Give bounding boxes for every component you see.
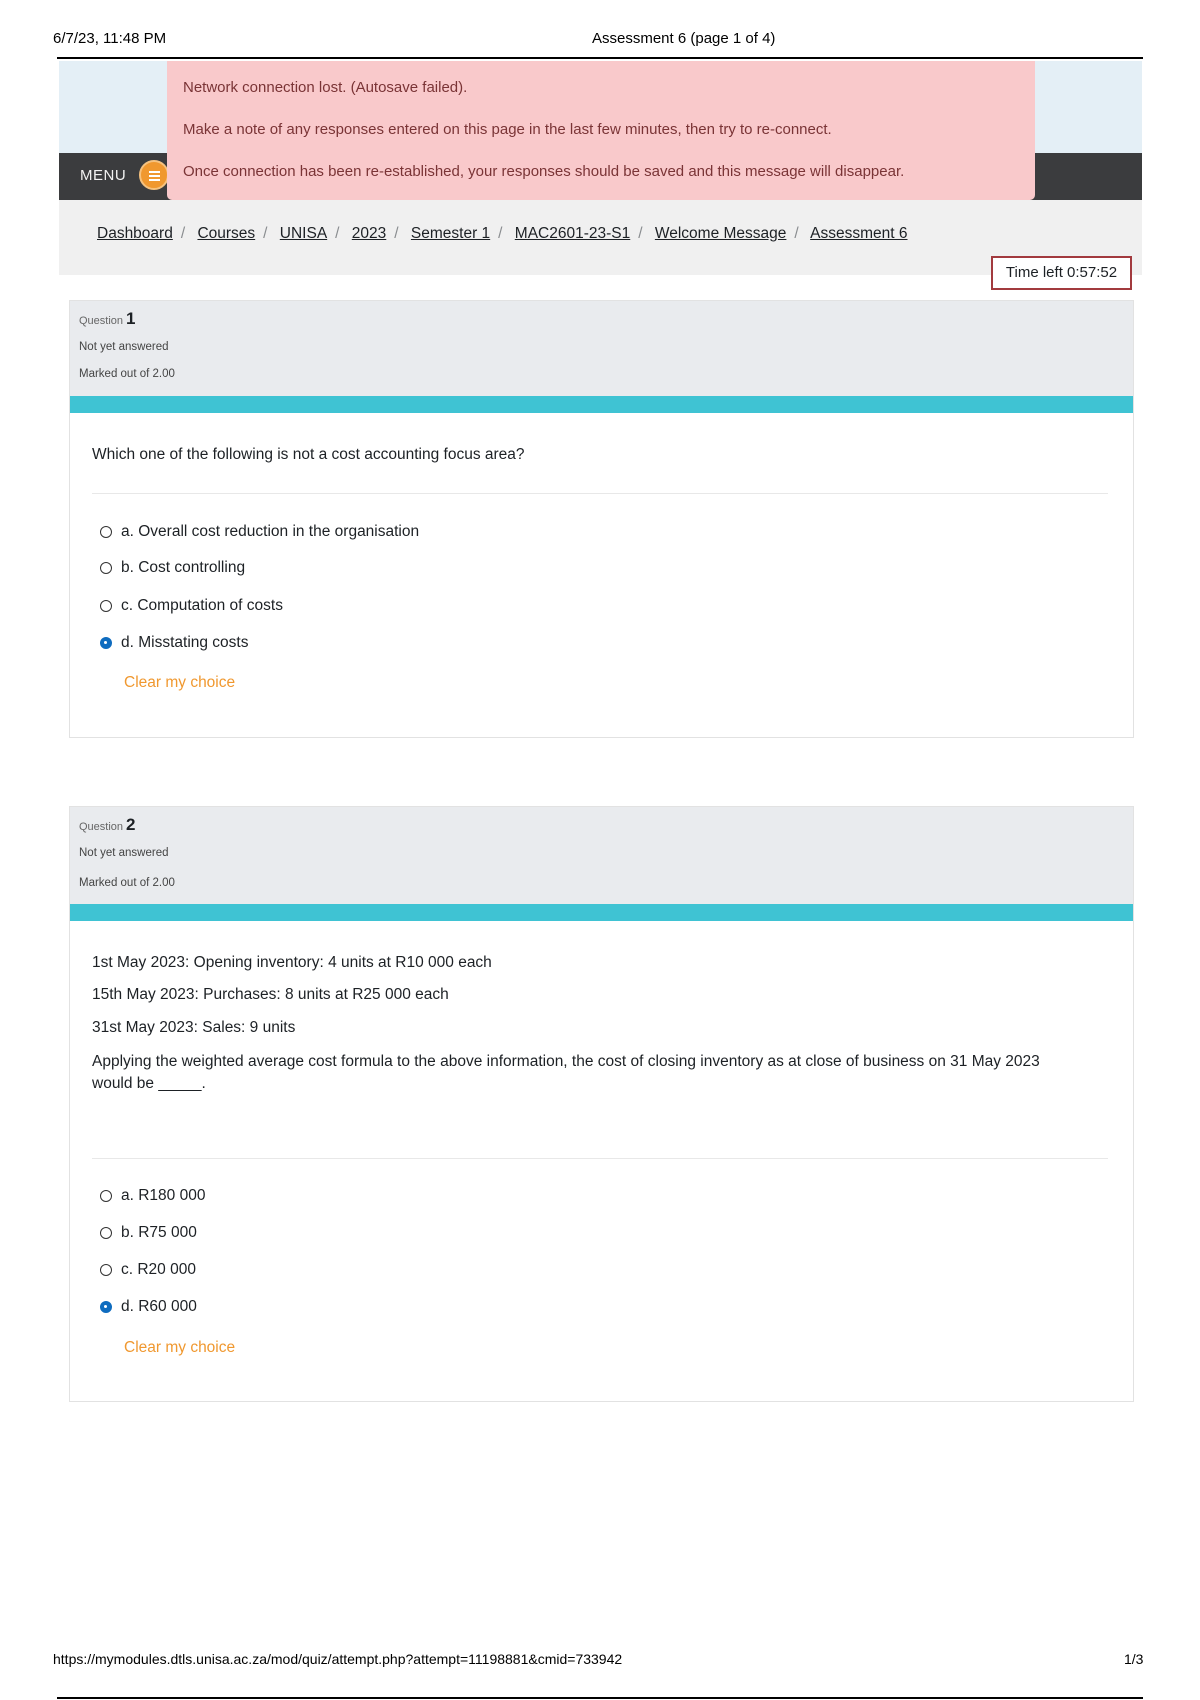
question-label: Question xyxy=(79,821,124,833)
breadcrumb-course[interactable]: MAC2601-23-S1 xyxy=(514,225,631,242)
radio-button[interactable] xyxy=(100,600,112,612)
question-number: 2 xyxy=(126,815,136,834)
question-divider xyxy=(92,1158,1108,1159)
question-text: Which one of the following is not a cost accounting focus area? xyxy=(92,446,525,463)
print-page-title: Assessment 6 (page 1 of 4) xyxy=(592,30,776,47)
question-text-line: 31st May 2023: Sales: 9 units xyxy=(92,1019,296,1036)
radio-button[interactable] xyxy=(100,562,112,574)
question-text-line: 15th May 2023: Purchases: 8 units at R25 000 each xyxy=(92,986,449,1003)
print-url: https://mymodules.dtls.unisa.ac.za/mod/quiz/attempt.php?attempt=11198881&cmid=733942 xyxy=(53,1651,623,1667)
option-label: a. Overall cost reduction in the organisation xyxy=(121,523,420,540)
breadcrumb-assessment[interactable]: Assessment 6 xyxy=(810,225,908,242)
question-marks: Marked out of 2.00 xyxy=(79,368,175,380)
answer-option[interactable] xyxy=(100,1187,205,1205)
radio-button[interactable] xyxy=(100,1264,112,1276)
radio-button[interactable] xyxy=(100,526,112,538)
answer-option[interactable] xyxy=(100,523,419,541)
hamburger-icon[interactable] xyxy=(139,160,169,190)
question-accent-bar xyxy=(70,904,1133,921)
option-label: c. R20 000 xyxy=(121,1261,196,1278)
question-text-line: Applying the weighted average cost formula to the above information, the cost of closing inventory as at close of business on 31 May 2023 xyxy=(92,1053,1040,1070)
question-accent-bar xyxy=(70,396,1133,413)
question-state: Not yet answered xyxy=(79,847,169,859)
question-state: Not yet answered xyxy=(79,341,169,353)
alert-line: Make a note of any responses entered on this page in the last few minutes, then try to re-connect. xyxy=(183,121,832,138)
alert-line: Once connection has been re-established, your responses should be saved and this message will disappear. xyxy=(183,163,905,180)
question-label: Question xyxy=(79,315,124,327)
question-heading xyxy=(79,815,136,835)
breadcrumb-courses[interactable]: Courses xyxy=(197,225,256,242)
menu-label[interactable]: MENU xyxy=(80,167,127,184)
radio-button-selected[interactable] xyxy=(100,637,112,649)
question-card xyxy=(69,300,1134,738)
option-label: b. R75 000 xyxy=(121,1224,197,1241)
option-label: d. Misstating costs xyxy=(121,634,249,651)
radio-button-selected[interactable] xyxy=(100,1301,112,1313)
answer-option[interactable] xyxy=(100,1224,197,1242)
clear-choice-link[interactable]: Clear my choice xyxy=(124,1339,236,1356)
question-heading xyxy=(79,309,136,329)
question-info xyxy=(70,301,1133,396)
question-text-line: 1st May 2023: Opening inventory: 4 units at R10 000 each xyxy=(92,954,492,971)
alert-line: Network connection lost. (Autosave failed). xyxy=(183,79,468,96)
question-info xyxy=(70,807,1133,904)
print-page-number: 1/3 xyxy=(1124,1651,1144,1667)
quiz-timer: Time left 0:57:52 xyxy=(991,256,1132,290)
option-label: b. Cost controlling xyxy=(121,559,246,576)
network-alert xyxy=(167,61,1035,200)
question-text-line: would be _____. xyxy=(92,1075,206,1092)
answer-option[interactable] xyxy=(100,1261,196,1279)
question-divider xyxy=(92,493,1108,494)
radio-button[interactable] xyxy=(100,1227,112,1239)
clear-choice-link[interactable]: Clear my choice xyxy=(124,674,236,691)
answer-option[interactable] xyxy=(100,597,283,615)
answer-option[interactable] xyxy=(100,1298,197,1316)
breadcrumb-welcome-message[interactable]: Welcome Message xyxy=(654,225,787,242)
print-footer-rule xyxy=(57,1697,1143,1699)
question-marks: Marked out of 2.00 xyxy=(79,877,175,889)
print-datetime: 6/7/23, 11:48 PM xyxy=(53,30,167,47)
breadcrumb-2023[interactable]: 2023 xyxy=(351,225,387,242)
question-card xyxy=(69,806,1134,1402)
breadcrumb-semester[interactable]: Semester 1 xyxy=(410,225,491,242)
option-label: a. R180 000 xyxy=(121,1187,206,1204)
breadcrumb-dashboard[interactable]: Dashboard xyxy=(97,225,173,242)
option-label: d. R60 000 xyxy=(121,1298,197,1315)
option-label: c. Computation of costs xyxy=(121,597,283,614)
radio-button[interactable] xyxy=(100,1190,112,1202)
answer-option[interactable] xyxy=(100,634,249,652)
breadcrumb-unisa[interactable]: UNISA xyxy=(279,225,328,242)
print-header-rule xyxy=(57,57,1143,59)
answer-option[interactable] xyxy=(100,559,245,577)
breadcrumb: Dashboard / Courses / UNISA / 2023 / Semester 1 / MAC2601-23-S1 / Welcome Message / Assessment 6 xyxy=(97,225,908,242)
question-number: 1 xyxy=(126,309,136,328)
